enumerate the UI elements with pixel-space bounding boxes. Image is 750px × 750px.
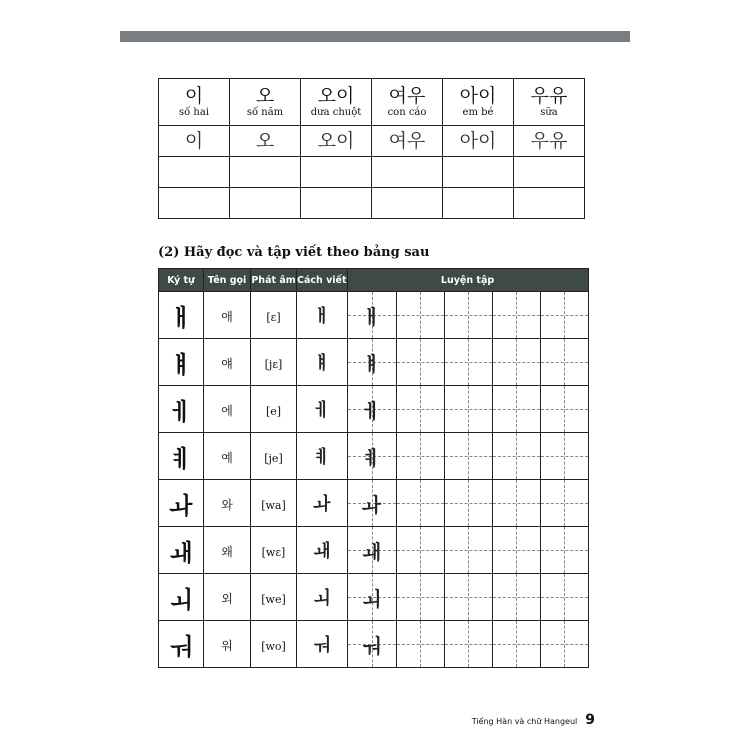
practice-cell[interactable] xyxy=(492,339,540,386)
table-row xyxy=(159,386,589,433)
char-name: 워 xyxy=(221,638,233,653)
vocab-korean: 우유 xyxy=(530,85,568,107)
row-char xyxy=(159,433,204,480)
blank-writing-cell[interactable] xyxy=(301,188,372,219)
practice-cell[interactable] xyxy=(396,386,444,433)
char-pronunciation: [ɛ] xyxy=(266,310,281,324)
sample-glyph: ㅔ xyxy=(361,398,382,423)
char-pronunciation: [jɛ] xyxy=(264,357,283,371)
header-pron: Phát âm xyxy=(251,269,297,292)
sample-glyph: ㅘ xyxy=(361,492,382,517)
header-practice: Luyện tập xyxy=(347,269,588,292)
row-pron xyxy=(251,292,297,339)
char-name: 외 xyxy=(221,591,233,606)
blank-writing-cell[interactable] xyxy=(159,157,230,188)
practice-cell[interactable] xyxy=(492,574,540,621)
practice-sample-cell[interactable] xyxy=(347,339,396,386)
practice-sample-cell[interactable] xyxy=(347,574,396,621)
blank-writing-cell[interactable] xyxy=(443,188,514,219)
char-pronunciation: [wo] xyxy=(261,639,286,653)
trace-cell[interactable] xyxy=(514,126,585,157)
sample-glyph: ㅖ xyxy=(361,445,382,470)
blank-writing-cell[interactable] xyxy=(514,188,585,219)
blank-writing-cell[interactable] xyxy=(372,188,443,219)
row-char xyxy=(159,527,204,574)
practice-cell[interactable] xyxy=(396,339,444,386)
row-char xyxy=(159,621,204,668)
char-pronunciation: [je] xyxy=(264,451,283,465)
char-pronunciation: [wa] xyxy=(261,498,286,512)
blank-writing-cell[interactable] xyxy=(230,157,301,188)
practice-sample-cell[interactable] xyxy=(347,292,396,339)
table-row xyxy=(159,574,589,621)
row-stroke-order xyxy=(297,339,348,386)
char-glyph: ㅒ xyxy=(169,350,193,379)
stroke-order-diagram: ㅚ xyxy=(313,588,331,609)
practice-cell[interactable] xyxy=(444,480,492,527)
row-stroke-order xyxy=(297,386,348,433)
row-name xyxy=(204,386,251,433)
vocab-cell xyxy=(443,79,514,126)
practice-sample-cell[interactable] xyxy=(347,527,396,574)
footer-book-title: Tiếng Hàn và chữ Hangeul xyxy=(471,717,578,726)
char-glyph: ㅖ xyxy=(169,444,193,473)
row-pron xyxy=(251,339,297,386)
practice-cell[interactable] xyxy=(396,292,444,339)
practice-cell[interactable] xyxy=(444,621,492,668)
practice-sample-cell[interactable] xyxy=(347,386,396,433)
vocab-trace: 오 xyxy=(255,130,275,152)
char-name: 왜 xyxy=(221,544,233,559)
practice-cell[interactable] xyxy=(540,527,588,574)
practice-cell[interactable] xyxy=(444,527,492,574)
vocab-meaning: em bé xyxy=(462,107,494,118)
char-glyph: ㅚ xyxy=(169,585,193,614)
vocab-trace: 여우 xyxy=(388,130,426,152)
practice-cell[interactable] xyxy=(540,480,588,527)
stroke-order-diagram: ㅘ xyxy=(313,494,331,515)
practice-cell[interactable] xyxy=(444,339,492,386)
practice-cell[interactable] xyxy=(492,433,540,480)
sample-glyph: ㅙ xyxy=(361,539,382,564)
trace-cell[interactable] xyxy=(159,126,230,157)
practice-cell[interactable] xyxy=(396,621,444,668)
stroke-order-diagram: ㅝ xyxy=(313,635,331,656)
practice-cell[interactable] xyxy=(444,292,492,339)
char-pronunciation: [e] xyxy=(265,404,282,418)
practice-cell[interactable] xyxy=(396,574,444,621)
vocab-meaning: con cáo xyxy=(387,107,427,118)
blank-writing-cell[interactable] xyxy=(301,157,372,188)
row-char xyxy=(159,574,204,621)
row-stroke-order xyxy=(297,292,348,339)
page-number: 9 xyxy=(585,712,595,728)
table-row xyxy=(159,527,589,574)
table-row xyxy=(159,621,589,668)
practice-cell[interactable] xyxy=(540,386,588,433)
vocab-korean: 여우 xyxy=(388,85,426,107)
vocab-trace: 아이 xyxy=(459,130,497,152)
practice-cell[interactable] xyxy=(540,574,588,621)
row-pron xyxy=(251,527,297,574)
vocab-cell xyxy=(159,79,230,126)
table-row xyxy=(159,480,589,527)
page-footer xyxy=(472,712,595,728)
stroke-order-diagram: ㅔ xyxy=(313,400,331,421)
practice-cell[interactable] xyxy=(396,480,444,527)
vocab-trace: 우유 xyxy=(530,130,568,152)
practice-cell[interactable] xyxy=(492,621,540,668)
row-name xyxy=(204,527,251,574)
char-name: 와 xyxy=(221,497,233,512)
blank-writing-cell[interactable] xyxy=(443,157,514,188)
stroke-order-diagram: ㅙ xyxy=(313,541,331,562)
vocab-cell xyxy=(372,79,443,126)
practice-cell[interactable] xyxy=(492,386,540,433)
sample-glyph: ㅒ xyxy=(361,351,382,376)
vocab-meaning: sữa xyxy=(540,107,558,118)
vocab-korean: 오 xyxy=(255,85,275,107)
vocab-korean: 오이 xyxy=(317,85,355,107)
header-stroke: Cách viết xyxy=(297,269,348,292)
row-name xyxy=(204,480,251,527)
vocab-table xyxy=(158,78,585,219)
vocab-korean: 아이 xyxy=(459,85,497,107)
table-row xyxy=(159,433,589,480)
practice-cell[interactable] xyxy=(540,339,588,386)
header-char: Ký tự xyxy=(159,269,204,292)
sample-glyph: ㅚ xyxy=(361,586,382,611)
row-stroke-order xyxy=(297,527,348,574)
row-char xyxy=(159,292,204,339)
vocab-meaning: số hai xyxy=(178,107,210,118)
stroke-order-diagram: ㅐ xyxy=(313,306,331,327)
row-pron xyxy=(251,574,297,621)
table-row xyxy=(159,292,589,339)
row-char xyxy=(159,386,204,433)
row-stroke-order xyxy=(297,433,348,480)
char-pronunciation: [we] xyxy=(261,592,286,606)
stroke-order-diagram: ㅖ xyxy=(313,447,331,468)
practice-cell[interactable] xyxy=(492,292,540,339)
row-pron xyxy=(251,433,297,480)
row-name xyxy=(204,574,251,621)
trace-cell[interactable] xyxy=(372,126,443,157)
trace-cell[interactable] xyxy=(230,126,301,157)
row-stroke-order xyxy=(297,621,348,668)
char-pronunciation: [wɛ] xyxy=(261,545,286,559)
trace-cell[interactable] xyxy=(301,126,372,157)
char-name: 예 xyxy=(221,450,233,465)
practice-cell[interactable] xyxy=(540,621,588,668)
practice-cell[interactable] xyxy=(444,574,492,621)
vocab-cell xyxy=(230,79,301,126)
section-title: (2) Hãy đọc và tập viết theo bảng sau xyxy=(158,245,430,260)
row-name xyxy=(204,433,251,480)
blank-writing-cell[interactable] xyxy=(159,188,230,219)
vocab-trace: 오이 xyxy=(317,130,355,152)
char-glyph: ㅘ xyxy=(169,491,193,520)
vocab-cell xyxy=(514,79,585,126)
practice-cell[interactable] xyxy=(444,386,492,433)
practice-sample-cell[interactable] xyxy=(347,621,396,668)
row-char xyxy=(159,339,204,386)
sample-glyph: ㅐ xyxy=(361,304,382,329)
char-glyph: ㅐ xyxy=(169,303,193,332)
header-bar xyxy=(120,31,630,42)
row-stroke-order xyxy=(297,574,348,621)
stroke-order-diagram: ㅒ xyxy=(313,353,331,374)
blank-writing-cell[interactable] xyxy=(230,188,301,219)
vocab-cell xyxy=(301,79,372,126)
practice-cell[interactable] xyxy=(396,527,444,574)
char-name: 얘 xyxy=(221,356,233,371)
char-name: 애 xyxy=(221,309,233,324)
practice-cell[interactable] xyxy=(444,433,492,480)
trace-cell[interactable] xyxy=(443,126,514,157)
row-name xyxy=(204,339,251,386)
practice-cell[interactable] xyxy=(540,292,588,339)
vocab-korean: 이 xyxy=(184,85,204,107)
sample-glyph: ㅝ xyxy=(361,633,382,658)
practice-cell[interactable] xyxy=(540,433,588,480)
header-name: Tên gọi xyxy=(204,269,251,292)
char-name: 에 xyxy=(221,403,233,418)
char-glyph: ㅔ xyxy=(169,397,193,426)
blank-writing-cell[interactable] xyxy=(514,157,585,188)
row-name xyxy=(204,292,251,339)
practice-cell[interactable] xyxy=(396,433,444,480)
practice-sample-cell[interactable] xyxy=(347,433,396,480)
row-stroke-order xyxy=(297,480,348,527)
vocab-meaning: dưa chuột xyxy=(310,107,362,118)
practice-cell[interactable] xyxy=(492,480,540,527)
table-row xyxy=(159,339,589,386)
row-pron xyxy=(251,480,297,527)
char-glyph: ㅝ xyxy=(169,632,193,661)
practice-sample-cell[interactable] xyxy=(347,480,396,527)
row-pron xyxy=(251,386,297,433)
row-name xyxy=(204,621,251,668)
row-pron xyxy=(251,621,297,668)
vocab-meaning: số năm xyxy=(246,107,284,118)
practice-cell[interactable] xyxy=(492,527,540,574)
practice-table xyxy=(158,268,589,668)
row-char xyxy=(159,480,204,527)
vocab-trace: 이 xyxy=(184,130,204,152)
char-glyph: ㅙ xyxy=(169,538,193,567)
blank-writing-cell[interactable] xyxy=(372,157,443,188)
